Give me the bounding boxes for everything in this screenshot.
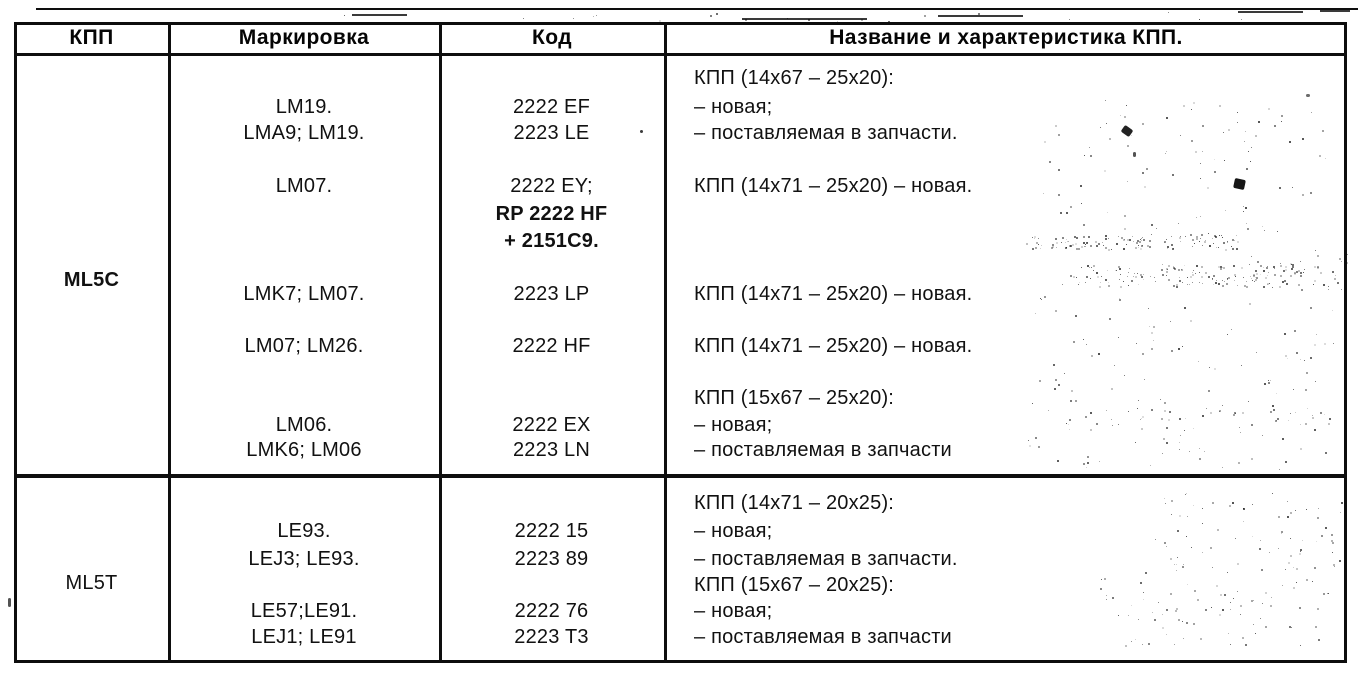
- marking-text: LMK7; LM07.: [243, 283, 365, 305]
- code-text: RP 2222 HF: [495, 203, 608, 225]
- column-header-description: Название и характеристика КПП.: [829, 26, 1183, 49]
- code-text: 2222 15: [514, 520, 589, 542]
- column-header-marking: Маркировка: [238, 26, 370, 49]
- code-text: 2223 89: [514, 548, 589, 570]
- code-text: + 2151C9.: [504, 230, 599, 252]
- description-text: – поставляемая в запчасти.: [694, 122, 958, 144]
- marking-text: LMA9; LM19.: [243, 122, 365, 144]
- column-header-code: Код: [532, 26, 572, 49]
- description-text: КПП (14х71 – 20х25):: [694, 492, 895, 514]
- marking-text: LM19.: [275, 96, 333, 118]
- marking-text: LM07; LM26.: [244, 335, 364, 357]
- description-text: – новая;: [694, 520, 773, 542]
- header-bottom-rule: [14, 53, 1347, 56]
- code-text: 2222 EF: [512, 96, 590, 118]
- marking-text: LMK6; LM06: [246, 439, 362, 461]
- marking-text: LM07.: [275, 175, 333, 197]
- description-text: КПП (14х67 – 25х20):: [694, 67, 895, 89]
- column-header-kpp: КПП: [69, 26, 114, 49]
- marking-text: LM06.: [275, 414, 333, 436]
- column-rule-1: [168, 22, 171, 663]
- description-text: КПП (14х71 – 25х20) – новая.: [694, 283, 973, 305]
- code-text: 2222 EX: [512, 414, 591, 436]
- marking-text: LE93.: [277, 520, 331, 542]
- description-text: – поставляемая в запчасти: [694, 626, 952, 648]
- kpp-label: ML5C: [63, 269, 120, 291]
- code-text: 2223 T3: [514, 626, 589, 648]
- description-text: – поставляемая в запчасти.: [694, 548, 958, 570]
- section-separator-rule: [14, 474, 1347, 478]
- kpp-label: ML5T: [65, 572, 118, 594]
- description-text: КПП (15х67 – 20х25):: [694, 574, 895, 596]
- description-text: КПП (14х71 – 25х20) – новая.: [694, 335, 973, 357]
- description-text: КПП (15х67 – 25х20):: [694, 387, 895, 409]
- code-text: 2223 LP: [513, 283, 590, 305]
- column-rule-2: [439, 22, 442, 663]
- code-text: 2222 76: [514, 600, 589, 622]
- code-text: 2223 LE: [513, 122, 590, 144]
- column-rule-3: [664, 22, 667, 663]
- marking-text: LEJ1; LE91: [251, 626, 357, 648]
- code-text: 2222 EY;: [510, 175, 593, 197]
- description-text: – новая;: [694, 96, 773, 118]
- code-text: 2223 LN: [512, 439, 590, 461]
- description-text: КПП (14х71 – 25х20) – новая.: [694, 175, 973, 197]
- description-text: – новая;: [694, 414, 773, 436]
- code-text: 2222 HF: [512, 335, 591, 357]
- description-text: – новая;: [694, 600, 773, 622]
- marking-text: LE57;LE91.: [250, 600, 358, 622]
- marking-text: LEJ3; LE93.: [248, 548, 360, 570]
- description-text: – поставляемая в запчасти: [694, 439, 952, 461]
